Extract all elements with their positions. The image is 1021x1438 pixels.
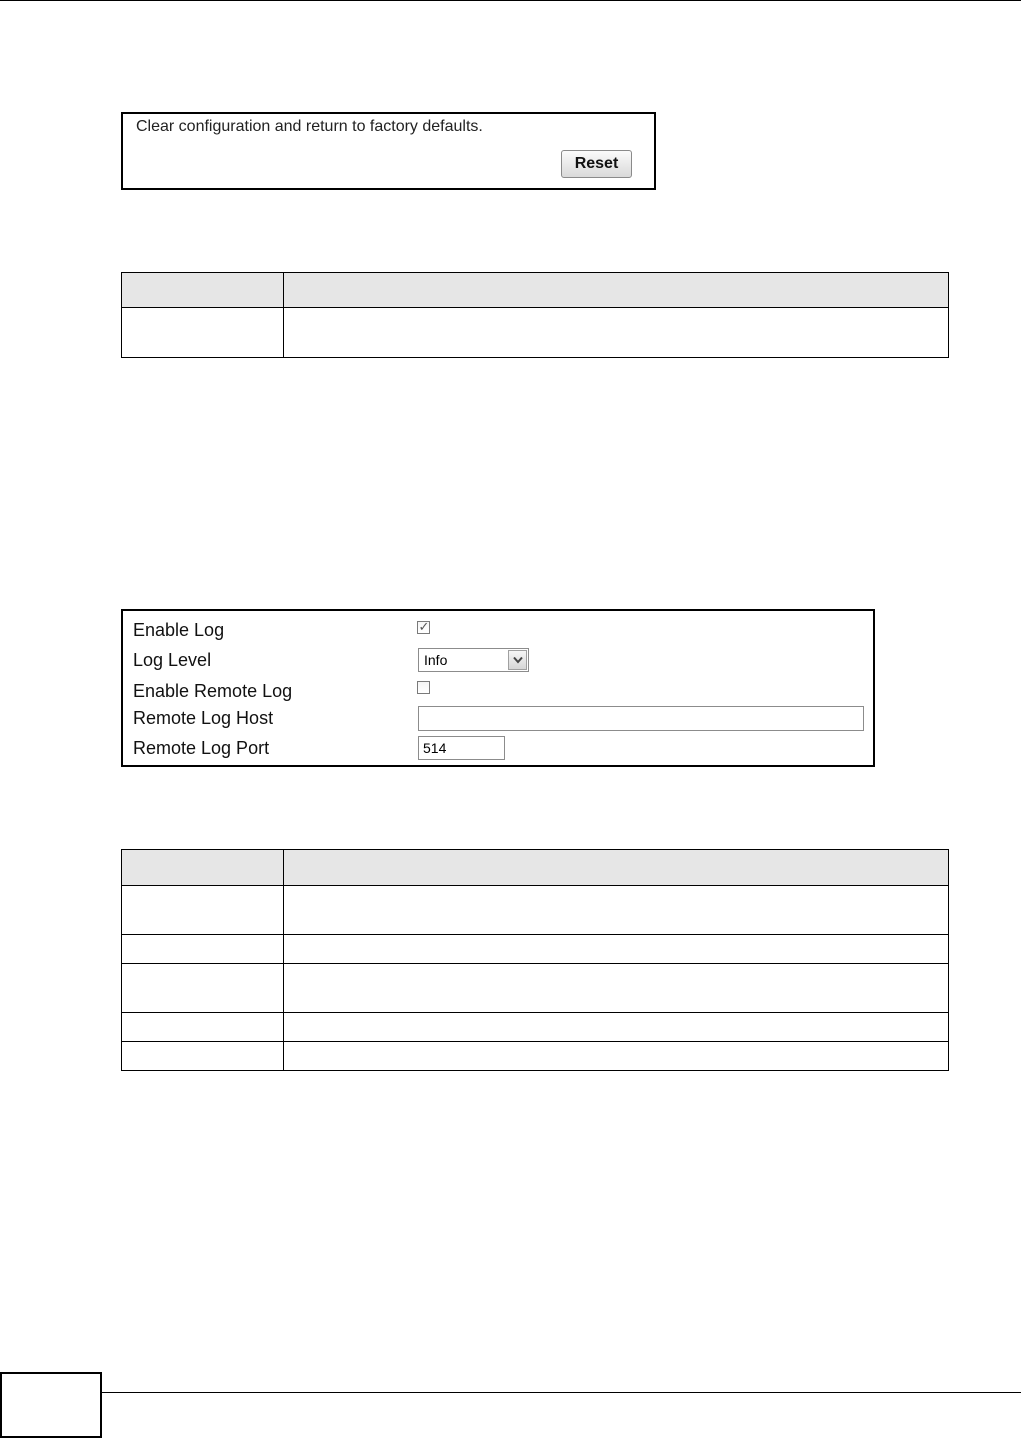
header-rule	[0, 0, 1021, 1]
log-level-select[interactable]	[418, 648, 529, 672]
table-header-cell-label	[122, 273, 284, 308]
enable-log-checkbox[interactable]	[417, 621, 430, 634]
reset-reference-table	[121, 272, 949, 358]
reset-panel	[121, 112, 656, 190]
table-cell-description	[284, 935, 949, 964]
reset-button[interactable]: Reset	[561, 150, 632, 178]
table-cell-description	[284, 886, 949, 935]
log-level-label: Log Level	[133, 650, 212, 670]
enable-log-label: Enable Log	[133, 620, 225, 640]
table-header-cell-label	[122, 850, 284, 886]
table-row	[122, 1042, 949, 1071]
table-cell-label	[122, 935, 284, 964]
table-cell-label	[122, 886, 284, 935]
table-cell-description	[284, 1013, 949, 1042]
page-number-box	[0, 1372, 102, 1438]
enable-remote-log-label: Enable Remote Log	[133, 681, 293, 701]
table-row	[122, 886, 949, 935]
reset-description: Clear configuration and return to factory defaults.	[136, 118, 483, 135]
footer-rule	[100, 1392, 1021, 1393]
table-cell-label	[122, 964, 284, 1013]
table-cell-label	[122, 308, 284, 358]
table-cell-description	[284, 308, 949, 358]
table-row	[122, 1013, 949, 1042]
log-level-selected-value: Info	[424, 652, 448, 668]
chevron-down-icon[interactable]	[508, 650, 527, 670]
table-header-cell-description	[284, 273, 949, 308]
log-reference-table	[121, 849, 949, 1071]
table-cell-description	[284, 1042, 949, 1071]
table-cell-label	[122, 1042, 284, 1071]
remote-log-port-input[interactable]	[418, 736, 505, 760]
table-header-row	[122, 273, 949, 308]
table-header-cell-description	[284, 850, 949, 886]
table-row	[122, 964, 949, 1013]
checkmark-icon: ✓	[418, 619, 430, 634]
log-settings-panel	[121, 609, 875, 767]
table-header-row	[122, 850, 949, 886]
remote-log-host-input[interactable]	[418, 706, 864, 731]
table-row	[122, 308, 949, 358]
remote-log-host-label: Remote Log Host	[133, 708, 274, 728]
table-cell-description	[284, 964, 949, 1013]
remote-log-port-label: Remote Log Port	[133, 738, 270, 758]
table-cell-label	[122, 1013, 284, 1042]
table-row	[122, 935, 949, 964]
enable-remote-log-checkbox[interactable]	[417, 681, 430, 694]
